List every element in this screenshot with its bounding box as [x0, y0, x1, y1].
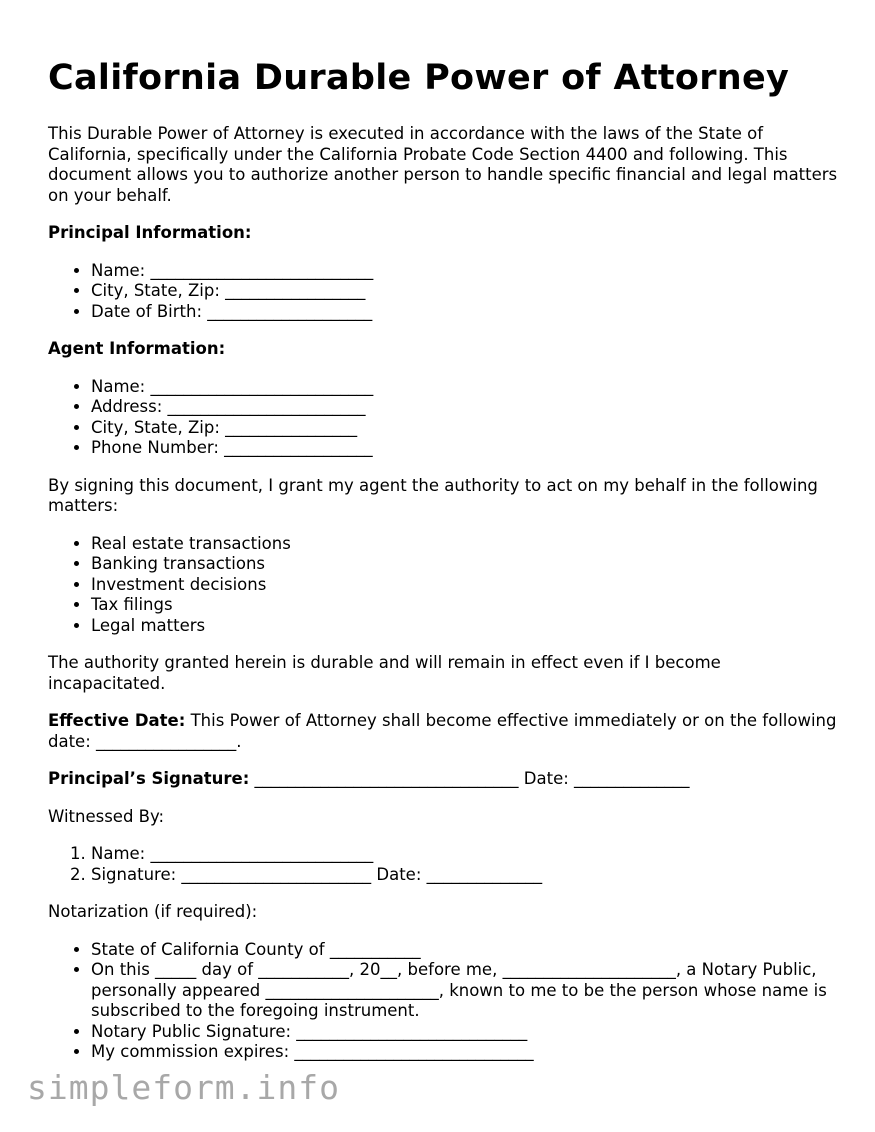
list-item: • Investment decisions: [91, 575, 838, 596]
grant-paragraph: By signing this document, I grant my agent the authority to act on my behalf in the following matters:: [48, 475, 818, 516]
page-title: California Durable Power of Attorney: [48, 58, 790, 98]
principal-heading-label: Principal Information:: [48, 223, 252, 243]
principal-signature-text: ________________________________ Date: ______________: [249, 769, 690, 789]
list-item: • Phone Number: __________________: [91, 438, 838, 459]
agent-heading: [48, 339, 838, 360]
principal-list: [48, 261, 838, 323]
list-item: • Address: ________________________: [91, 397, 838, 418]
list-item: • Date of Birth: ____________________: [91, 302, 838, 323]
list-item: • On this _____ day of ___________, 20__, before me, _____________________, a Notary Public, personally appeared _____________________, known to me to be the person whose name is subscribed to the foregoing instrument.: [91, 960, 838, 1022]
effective-date-paragraph: [48, 711, 838, 752]
intro-paragraph: This Durable Power of Attorney is executed in accordance with the laws of the State of California, specifically under the California Probate Code Section 4400 and following. This document allows you to authorize another person to handle specific financial and legal matters on your behalf.: [48, 124, 838, 205]
list-item: • Tax filings: [91, 595, 838, 616]
list-item: • Legal matters: [91, 616, 838, 637]
list-item: • Real estate transactions: [91, 534, 838, 555]
list-item: • Name: ___________________________: [91, 377, 838, 398]
durable-paragraph: The authority granted herein is durable and will remain in effect even if I become incapacitated.: [48, 653, 721, 693]
list-item: • My commission expires: _____________________________: [91, 1042, 838, 1063]
effective-date-label: Effective Date:: [48, 711, 186, 731]
list-item: 1. Name: ___________________________: [91, 844, 838, 865]
principal-signature-line: [48, 769, 838, 790]
list-item: • State of California County of ___________: [91, 940, 838, 961]
list-item: • Banking transactions: [91, 554, 838, 575]
list-item: • City, State, Zip: _________________: [91, 281, 838, 302]
list-item: • City, State, Zip: ________________: [91, 418, 838, 439]
effective-date-text: This Power of Attorney shall become effective immediately or on the following date: _________________.: [48, 711, 837, 751]
witness-list: [48, 844, 838, 885]
watermark: simpleform.info: [27, 1068, 341, 1107]
notary-list: [48, 940, 838, 1063]
principal-signature-label: Principal’s Signature:: [48, 769, 250, 789]
principal-heading: [48, 223, 838, 244]
agent-list: [48, 377, 838, 459]
document-page: [48, 58, 838, 1080]
matters-list: [48, 534, 838, 637]
witnessed-by-label: Witnessed By:: [48, 806, 165, 826]
list-item: • Notary Public Signature: ____________________________: [91, 1022, 838, 1043]
agent-heading-label: Agent Information:: [48, 339, 226, 359]
list-item: 2. Signature: _______________________ Date: ______________: [91, 865, 838, 886]
notarization-label: Notarization (if required):: [48, 902, 258, 922]
list-item: • Name: ___________________________: [91, 261, 838, 282]
